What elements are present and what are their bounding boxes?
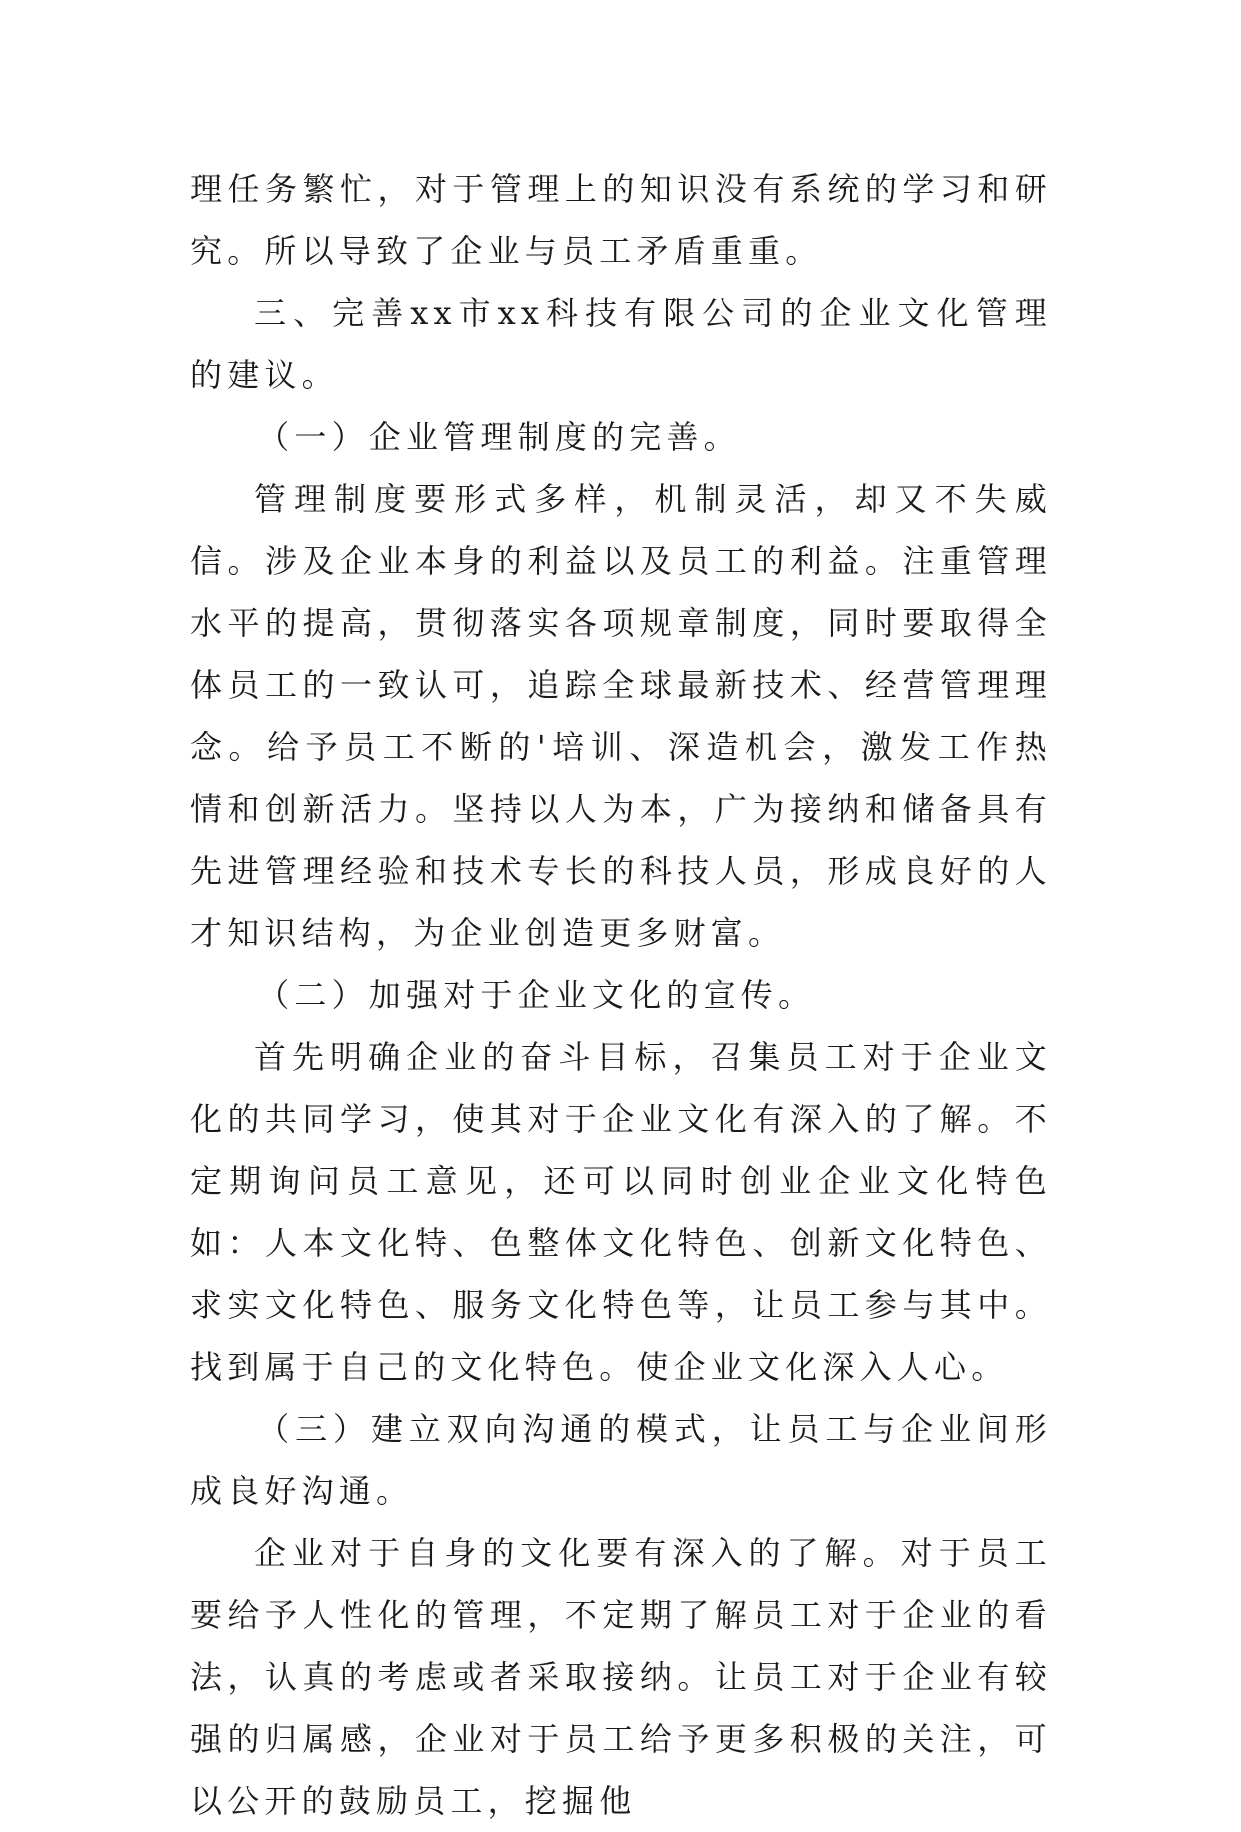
paragraph-continuation: 理任务繁忙，对于管理上的知识没有系统的学习和研究。所以导致了企业与员工矛盾重重。 — [190, 170, 1052, 270]
subheading-1: （一）企业管理制度的完善。 — [257, 418, 741, 456]
subheading-2: （二）加强对于企业文化的宣传。 — [257, 976, 816, 1014]
paragraph-two-way-communication: 企业对于自身的文化要有深入的了解。对于员工要给予人性化的管理，不定期了解员工对于企业的看法，认真的考虑或者采取接纳。让员工对于企业有较强的归属感，企业对于员工给予更多积极的关注，可以公开的鼓励员工，挖掘他 — [190, 1534, 1052, 1820]
paragraph-culture-promotion: 首先明确企业的奋斗目标，召集员工对于企业文化的共同学习，使其对于企业文化有深入的了解。不定期询问员工意见，还可以同时创业企业文化特色如：人本文化特、色整体文化特色、创新文化特色、求实文化特色、服务文化特色等，让员工参与其中。找到属于自己的文化特色。使企业文化深入人心。 — [190, 1038, 1052, 1386]
subheading-3: （三）建立双向沟通的模式，让员工与企业间形成良好沟通。 — [190, 1410, 1052, 1510]
section-heading-3: 三、完善xx市xx科技有限公司的企业文化管理的建议。 — [190, 294, 1052, 394]
paragraph-management-system: 管理制度要形式多样，机制灵活，却又不失威信。涉及企业本身的利益以及员工的利益。注重管理水平的提高，贯彻落实各项规章制度，同时要取得全体员工的一致认可，追踪全球最新技术、经营管理理念。给予员工不断的'培训、深造机会，激发工作热情和创新活力。坚持以人为本，广为接纳和储备具有先进管理经验和技术专长的科技人员，形成良好的人才知识结构，为企业创造更多财富。 — [190, 480, 1052, 952]
document-body — [190, 158, 1052, 1832]
